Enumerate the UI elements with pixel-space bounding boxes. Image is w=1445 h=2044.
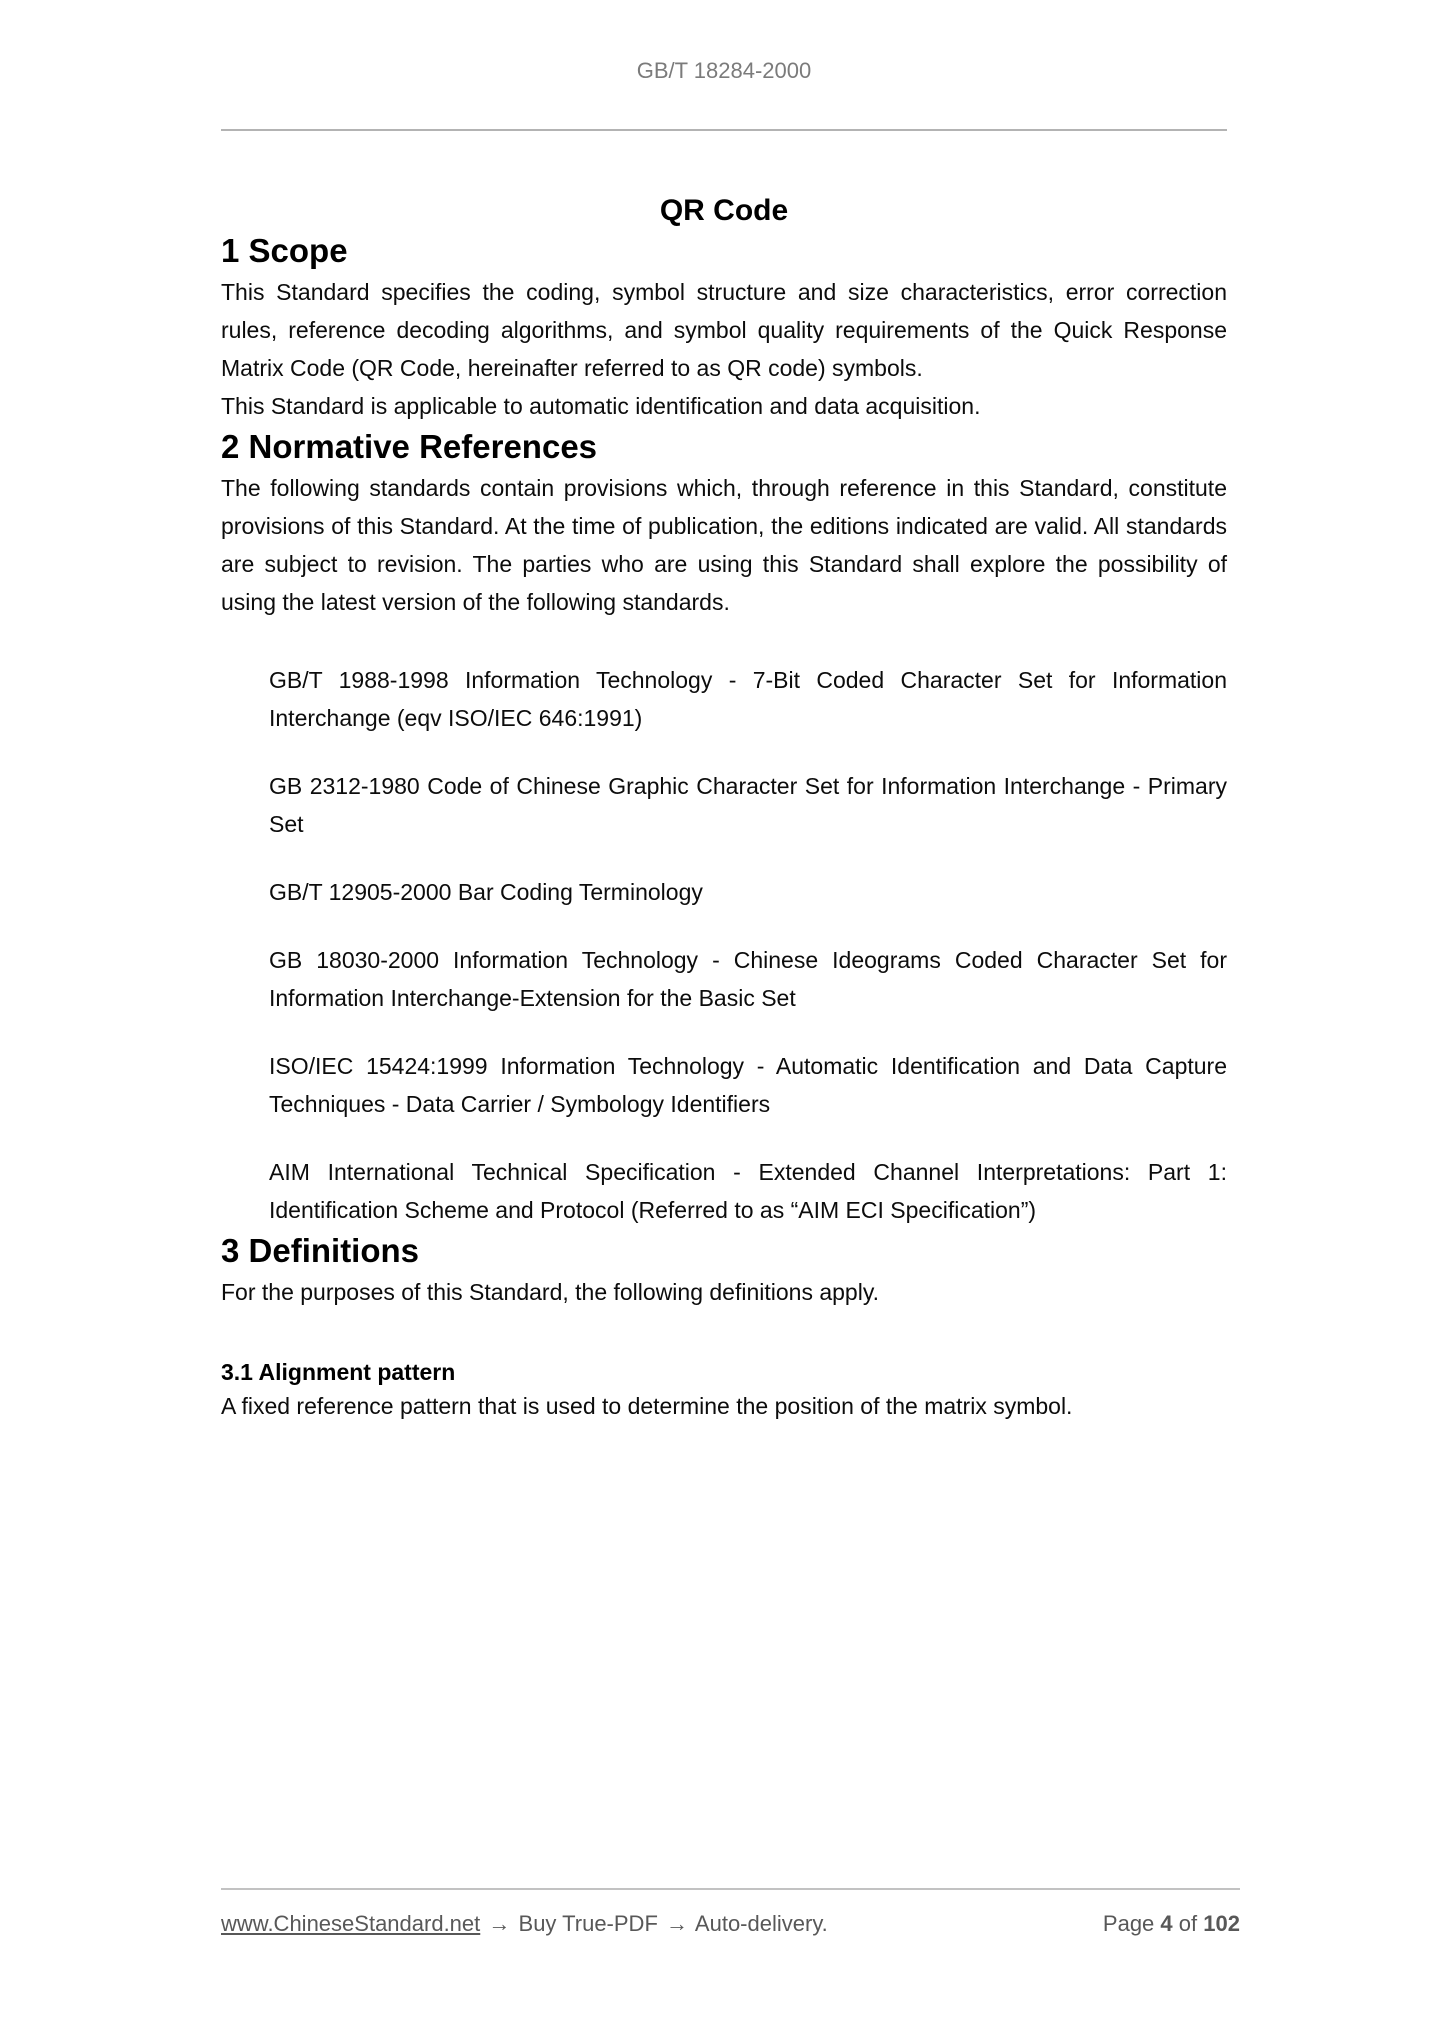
document-title: QR Code [659, 194, 789, 227]
buy-pdf-label: Buy True-PDF [518, 1911, 658, 1936]
reference-item: AIM International Technical Specification - Extended Channel Interpretations: Part 1: Identification Scheme and Protocol (Referred to as “AIM ECI Specification”) [269, 1159, 1227, 1223]
page-footer [221, 1888, 1240, 1938]
subsection-heading-alignment-pattern: 3.1 Alignment pattern [221, 1359, 456, 1385]
section-heading-normative-references: 2 Normative References [221, 428, 598, 465]
arrow-icon: → [488, 1911, 511, 1936]
section-heading-scope: 1 Scope [221, 232, 348, 269]
reference-item: GB 2312-1980 Code of Chinese Graphic Character Set for Information Interchange - Primary Set [269, 773, 1227, 837]
footer-links [221, 1910, 830, 1938]
page-indicator [1103, 1910, 1240, 1938]
reference-item: GB 18030-2000 Information Technology - Chinese Ideograms Coded Character Set for Information Interchange-Extension for the Basic Set [269, 947, 1227, 1011]
scope-paragraph-1: This Standard specifies the coding, symbol structure and size characteristics, error correction rules, reference decoding algorithms, and symbol quality requirements of the Quick Response Matrix Code (QR Code, hereinafter referred to as QR code) symbols. [221, 279, 1227, 381]
running-header [221, 58, 1227, 84]
header-rule [221, 129, 1227, 131]
total-pages: 102 [1203, 1911, 1240, 1936]
definitions-intro: For the purposes of this Standard, the following definitions apply. [221, 1279, 880, 1305]
page-word: Page [1102, 1911, 1155, 1936]
normative-references-intro: The following standards contain provisions which, through reference in this Standard, constitute provisions of this Standard. At the time of publication, the editions indicated are valid. All standards are subject to revision. The parties who are using this Standard shall explore the possibility of using the latest version of the following standards. [221, 475, 1227, 615]
arrow-icon: → [666, 1911, 689, 1936]
page-number: 4 [1160, 1911, 1173, 1936]
section-heading-definitions: 3 Definitions [221, 1232, 420, 1269]
footer-rule [221, 1888, 1240, 1890]
reference-item: GB/T 12905-2000 Bar Coding Terminology [269, 879, 703, 905]
standard-number: GB/T 18284-2000 [636, 58, 812, 83]
footer-row [221, 1910, 1240, 1938]
reference-item: ISO/IEC 15424:1999 Information Technology - Automatic Identification and Data Capture Techniques - Data Carrier / Symbology Identifiers [269, 1053, 1227, 1117]
site-link[interactable]: www.ChineseStandard.net [221, 1911, 481, 1936]
auto-delivery-label: Auto-delivery. [694, 1911, 828, 1936]
scope-paragraph-2: This Standard is applicable to automatic identification and data acquisition. [221, 393, 981, 419]
alignment-pattern-definition: A fixed reference pattern that is used to determine the position of the matrix symbol. [221, 1393, 1073, 1419]
reference-item: GB/T 1988-1998 Information Technology - 7-Bit Coded Character Set for Information Interchange (eqv ISO/IEC 646:1991) [269, 667, 1227, 731]
of-word: of [1178, 1911, 1198, 1936]
